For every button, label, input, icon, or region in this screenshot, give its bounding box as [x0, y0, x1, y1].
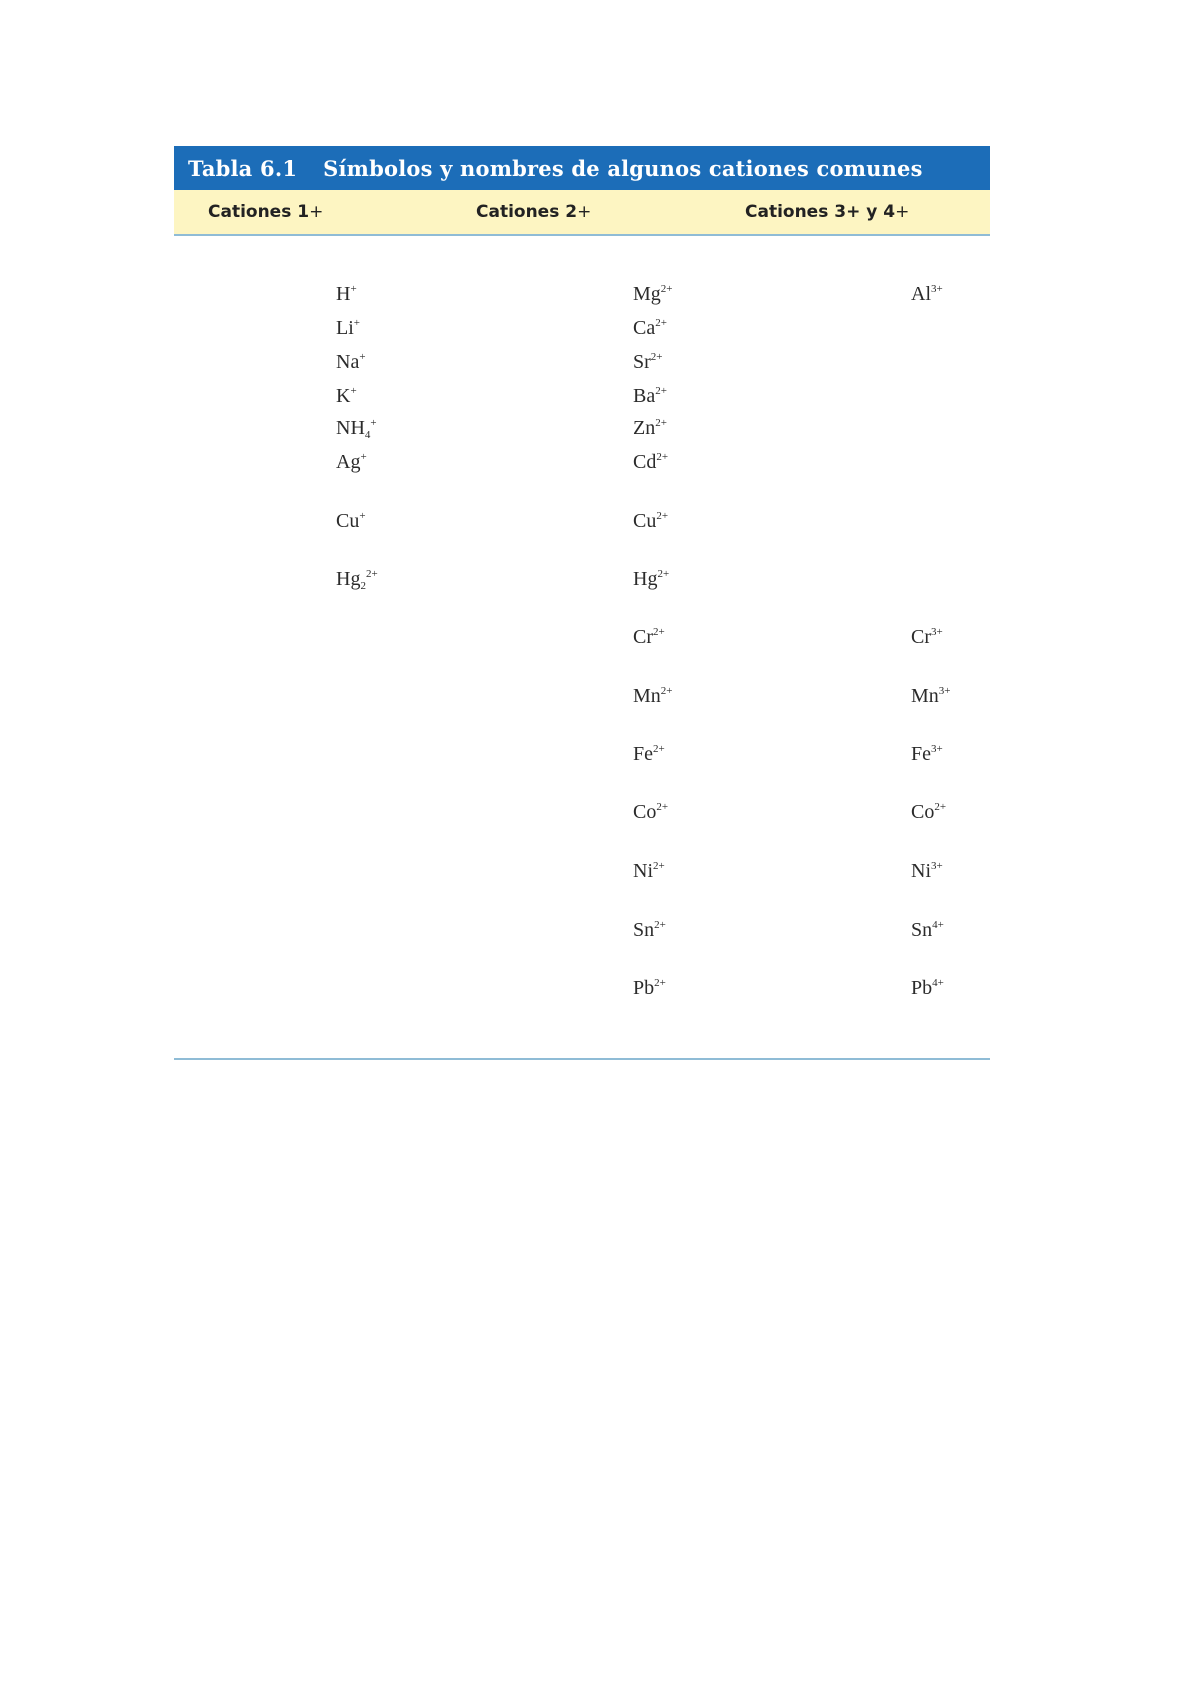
cation-symbol: $Co^{2+}$	[633, 801, 669, 823]
cation-symbol: $Co^{2+}$	[911, 801, 947, 823]
cation-symbol: $Sn^{2+}$	[633, 919, 666, 941]
cation-symbol: $Cu^{2+}$	[633, 510, 669, 532]
column-header-row	[174, 190, 990, 236]
column-header-3: Cationes 3+ y 4+	[745, 202, 910, 222]
bottom-rule	[174, 1058, 990, 1060]
cation-symbol: $Sr^{2+}$	[633, 351, 663, 373]
cation-symbol: $Al^{3+}$	[911, 283, 943, 305]
cation-symbol: $Fe^{2+}$	[633, 743, 665, 765]
cation-symbol: $Pb^{4+}$	[911, 977, 944, 999]
cation-symbol: Li+	[336, 317, 360, 339]
cation-symbol: $Hg_2^{2+}$	[336, 568, 378, 592]
cation-symbol: $Zn^{2+}$	[633, 417, 667, 439]
cation-symbol: H+	[336, 283, 357, 305]
cation-symbol: $Ca^{2+}$	[633, 317, 667, 339]
cation-symbol: $Pb^{2+}$	[633, 977, 666, 999]
cation-symbol: $NH_4^+$	[336, 417, 377, 441]
table-body	[174, 236, 990, 1060]
cation-symbol: K+	[336, 385, 357, 407]
cation-symbol: $Ni^{2+}$	[633, 860, 665, 882]
cation-symbol: $Ba^{2+}$	[633, 385, 667, 407]
cation-symbol: $Ni^{3+}$	[911, 860, 943, 882]
table-number: Tabla 6.1	[188, 155, 298, 181]
column-header-2: Cationes 2+	[476, 202, 592, 222]
cation-symbol: $Hg^{2+}$	[633, 568, 670, 590]
cation-symbol: $Mn^{2+}$	[633, 685, 673, 707]
cation-symbol: $Cd^{2+}$	[633, 451, 669, 473]
cation-symbol: $Sn^{4+}$	[911, 919, 944, 941]
cation-symbol: $Mn^{3+}$	[911, 685, 951, 707]
cation-symbol: Cu+	[336, 510, 366, 532]
cation-symbol: $Fe^{3+}$	[911, 743, 943, 765]
table-title-bar	[174, 146, 990, 190]
cation-symbol: $Cr^{2+}$	[633, 626, 665, 648]
column-header-1: Cationes 1+	[208, 202, 324, 222]
cation-table	[174, 146, 990, 1060]
cation-symbol: Na+	[336, 351, 366, 373]
cation-symbol: $Mg^{2+}$	[633, 283, 673, 305]
table-title: Símbolos y nombres de algunos cationes comunes	[323, 155, 923, 181]
cation-symbol: $Cr^{3+}$	[911, 626, 943, 648]
cation-symbol: Ag+	[336, 451, 367, 473]
